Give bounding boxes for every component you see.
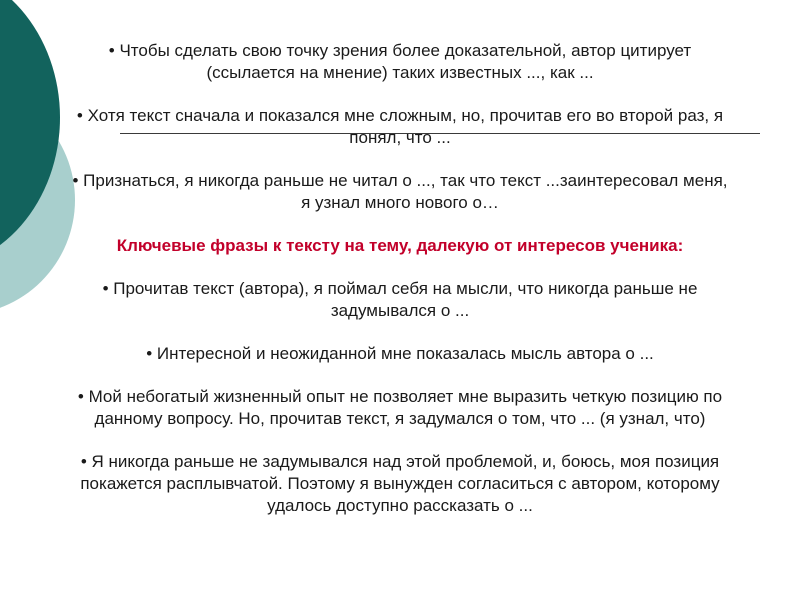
phrase-paragraph-4: [0, 278, 800, 322]
text-line: • Интересной и неожиданной мне показалась мысль автора о ...: [146, 344, 654, 363]
phrase-paragraph-7: [0, 451, 800, 517]
phrase-paragraph-5: [0, 343, 800, 365]
phrase-paragraph-6: [0, 386, 800, 430]
phrase-paragraph-3: [0, 170, 800, 214]
text-line: • Я никогда раньше не задумывался над этой проблемой, и, боюсь, моя позиция: [80, 452, 720, 471]
text-line: понял, что ...: [349, 128, 451, 147]
section-heading: [0, 235, 800, 257]
text-line: (ссылается на мнение) таких известных ..., как ...: [206, 63, 594, 82]
phrase-paragraph-2: [0, 105, 800, 149]
text-line: • Хотя текст сначала и показался мне сложным, но, прочитав его во второй раз, я: [76, 106, 724, 125]
text-line: • Признаться, я никогда раньше не читал о ..., так что текст ...заинтересовал меня,: [72, 171, 728, 190]
heading-text: Ключевые фразы к тексту на тему, далекую от интересов ученика:: [116, 236, 684, 255]
text-line: • Прочитав текст (автора), я поймал себя на мысли, что никогда раньше не: [102, 279, 698, 298]
slide-content: [0, 40, 800, 538]
text-line: • Чтобы сделать свою точку зрения более доказательной, автор цитирует: [108, 41, 692, 60]
text-line: задумывался о ...: [330, 301, 470, 320]
text-line: я узнал много нового о…: [301, 193, 499, 212]
phrase-paragraph-1: [0, 40, 800, 84]
text-line: данному вопросу. Но, прочитав текст, я задумался о том, что ... (я узнал, что): [94, 409, 706, 428]
text-line: • Мой небогатый жизненный опыт не позволяет мне выразить четкую позицию по: [77, 387, 723, 406]
text-line: покажется расплывчатой. Поэтому я вынужден согласиться с автором, которому: [80, 474, 720, 493]
text-line: удалось доступно рассказать о ...: [267, 496, 533, 515]
